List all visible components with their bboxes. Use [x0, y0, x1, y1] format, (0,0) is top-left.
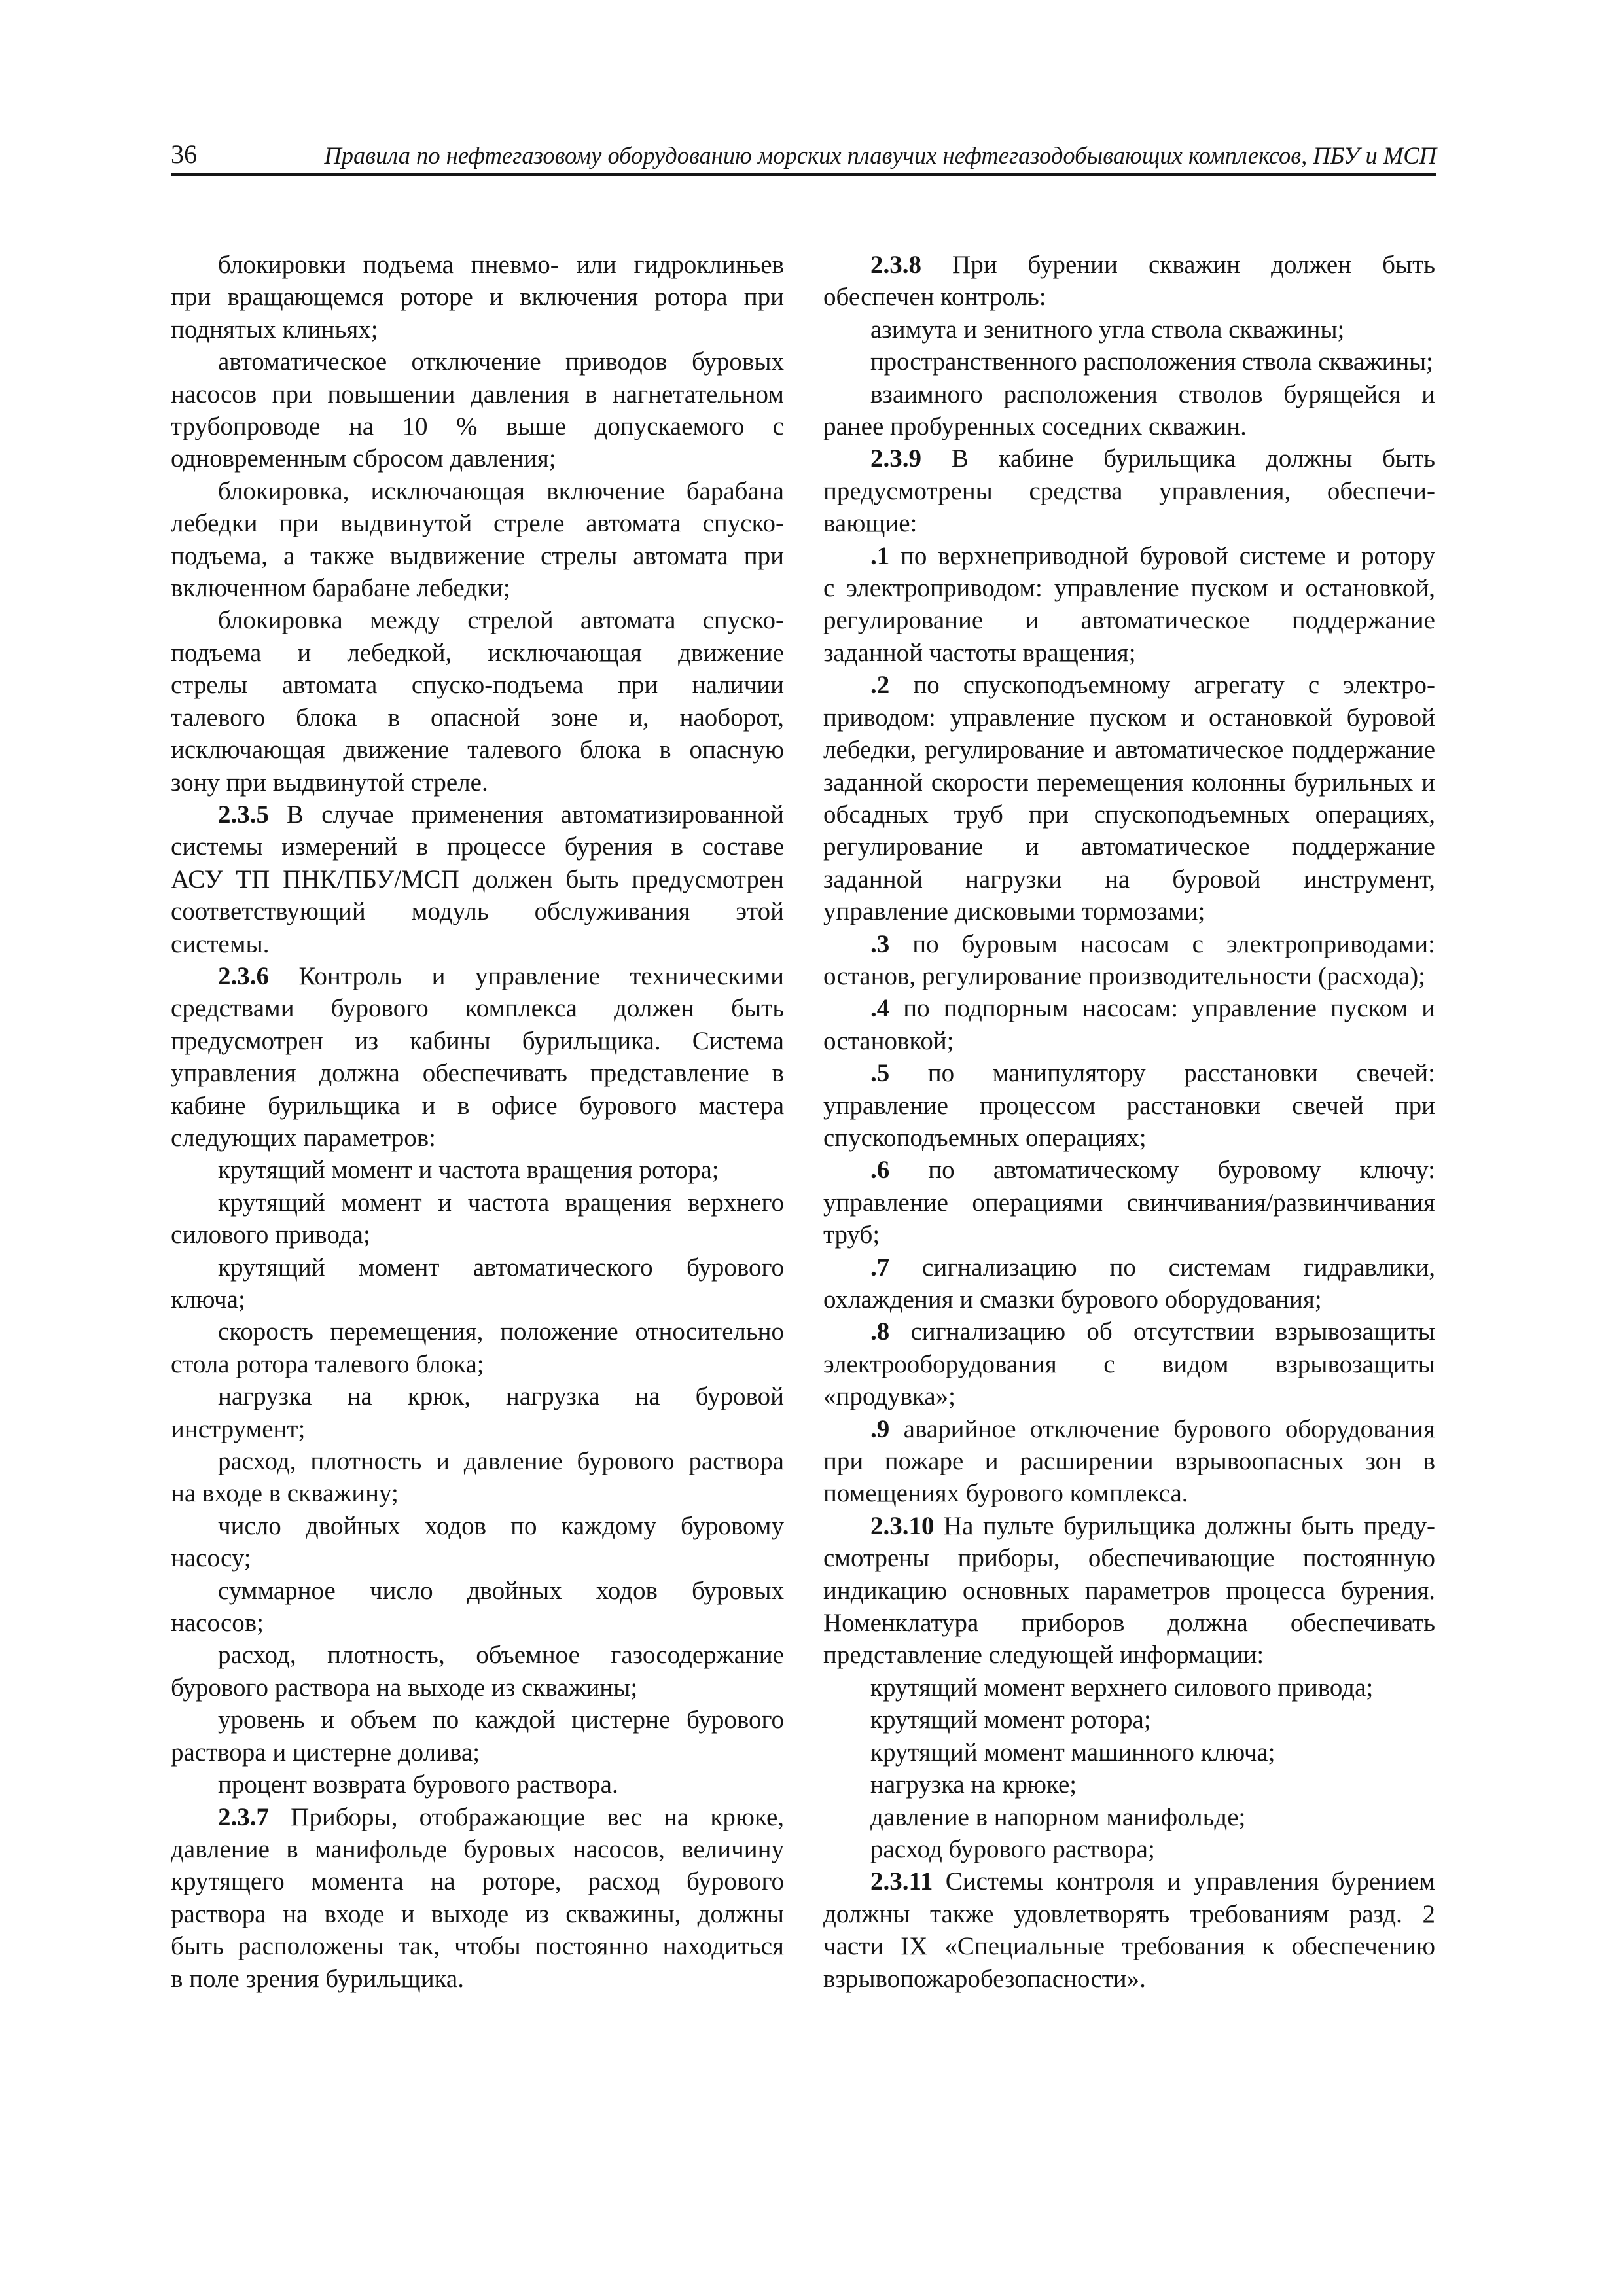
text-line [171, 992, 784, 1024]
text-line [823, 1025, 1435, 1057]
text-line [823, 507, 1435, 539]
line-text: «продувка»; [823, 1382, 956, 1411]
line-text: талевого блока в опасной зоне и, наоборот, [171, 703, 784, 732]
text-line [171, 637, 784, 669]
line-text: нагрузка на крюке; [870, 1770, 1077, 1799]
text-line [171, 442, 784, 475]
paragraph [823, 1801, 1435, 1833]
line-text: инструмент; [171, 1414, 306, 1443]
text-line [171, 1833, 784, 1865]
text-line [823, 1219, 1435, 1251]
text-line [823, 281, 1435, 313]
text-line [171, 1607, 784, 1639]
text-line [171, 1251, 784, 1283]
text-line [823, 1898, 1435, 1930]
line-text: подъема, а также выдвижение стрелы автомата при [171, 541, 784, 570]
line-text: управление дисковыми тормозами; [823, 897, 1205, 926]
text-line [171, 475, 784, 507]
numbered-paragraph [823, 249, 1435, 314]
text-line [171, 249, 784, 281]
line-text: В случае применения автоматизированной [287, 800, 784, 829]
line-text: представление следующей информации: [823, 1641, 1264, 1670]
line-text: При бурении скважин должен быть [952, 251, 1435, 279]
line-text: нагрузка на крюк, нагрузка на буровой [218, 1382, 784, 1411]
paragraph [171, 1187, 784, 1251]
clause-number: 2.3.6 [218, 961, 269, 990]
line-text: при пожаре и расширении взрывоопасных зон в [823, 1447, 1435, 1476]
text-line [823, 669, 1435, 701]
text-line [823, 831, 1435, 863]
text-line [171, 314, 784, 346]
line-text: крутящий момент ротора; [870, 1706, 1151, 1734]
line-text: Системы контроля и управления бурением [945, 1867, 1436, 1896]
text-line [823, 637, 1435, 669]
clause-number: .3 [870, 929, 890, 958]
line-text: с электроприводом: управление пуском и остановкой, [823, 574, 1435, 603]
numbered-paragraph [823, 1413, 1435, 1510]
paragraph [171, 1154, 784, 1186]
paragraph [823, 1833, 1435, 1865]
running-title: Правила по нефтегазовому оборудованию морских плавучих нефтегазодобывающих комплексов, ПБУ и МСП [324, 141, 1436, 169]
text-line [171, 960, 784, 992]
line-text: давление в напорном манифольде; [870, 1803, 1246, 1831]
line-text: по манипулятору расстановки свечей: [927, 1059, 1435, 1088]
line-text: блокировка между стрелой автомата спуско- [218, 606, 784, 635]
line-text: зону при выдвинутой стреле. [171, 768, 488, 797]
page-number: 36 [171, 139, 197, 169]
text-line [823, 1542, 1435, 1574]
line-text: одновременным сбросом давления; [171, 444, 556, 473]
paragraph [823, 1768, 1435, 1801]
numbered-paragraph [171, 960, 784, 1154]
line-text: кабине бурильщика и в офисе бурового мастера [171, 1091, 784, 1120]
line-text: соответствующий модуль обслуживания этой [171, 897, 784, 926]
clause-number: .1 [870, 541, 890, 570]
clause-number: 2.3.8 [870, 251, 921, 279]
line-text: Контроль и управление техническими [298, 961, 784, 990]
text-line [823, 1510, 1435, 1542]
line-text: крутящий момент и частота вращения ротора; [218, 1156, 719, 1185]
text-line [171, 1736, 784, 1768]
paragraph [171, 1639, 784, 1704]
numbered-paragraph [823, 1154, 1435, 1251]
line-text: стола ротора талевого блока; [171, 1350, 484, 1378]
clause-number: .6 [870, 1156, 890, 1185]
line-text: сигнализацию по системам гидравлики, [922, 1253, 1435, 1282]
text-line [823, 1768, 1435, 1801]
line-text: азимута и зенитного угла ствола скважины; [870, 315, 1345, 344]
text-line [171, 507, 784, 539]
text-line [171, 1316, 784, 1348]
text-line [171, 1348, 784, 1380]
line-text: В кабине бурильщика должны быть [951, 444, 1436, 473]
text-line [823, 798, 1435, 831]
text-line [823, 1154, 1435, 1186]
text-line [171, 1122, 784, 1154]
text-line [171, 1413, 784, 1445]
text-line [823, 572, 1435, 604]
text-line [171, 734, 784, 766]
line-text: блокировки подъема пневмо- или гидроклиньев [218, 251, 784, 279]
text-line [823, 1090, 1435, 1122]
text-line [823, 766, 1435, 798]
text-line [171, 1865, 784, 1897]
text-line [171, 1898, 784, 1930]
text-line [171, 1219, 784, 1251]
numbered-paragraph [823, 1251, 1435, 1316]
right-column [823, 249, 1435, 1995]
text-line [823, 314, 1435, 346]
text-line [171, 669, 784, 701]
line-text: лебедки при выдвинутой стреле автомата спуско- [171, 509, 784, 538]
text-line [823, 1477, 1435, 1509]
clause-number: 2.3.11 [870, 1867, 933, 1896]
text-line [171, 798, 784, 831]
line-text: заданной нагрузки на буровой инструмент, [823, 865, 1435, 893]
numbered-paragraph [823, 928, 1435, 993]
line-text: части IX «Специальные требования к обеспечению [823, 1932, 1435, 1961]
text-line [823, 1413, 1435, 1445]
clause-number: 2.3.10 [870, 1511, 935, 1540]
text-line [171, 1510, 784, 1542]
line-text: вающие: [823, 509, 918, 538]
text-line [171, 1090, 784, 1122]
line-text: в поле зрения бурильщика. [171, 1964, 464, 1993]
text-line [171, 863, 784, 895]
clause-number: .7 [870, 1253, 890, 1282]
line-text: должны также удовлетворять требованиям разд. 2 [823, 1899, 1435, 1928]
line-text: стрелы автомата спуско-подъема при наличии [171, 671, 784, 700]
line-text: пространственного расположения ствола скважины; [870, 348, 1433, 376]
paragraph [823, 1736, 1435, 1768]
clause-number: 2.3.9 [870, 444, 921, 473]
text-line [171, 1639, 784, 1671]
line-text: системы. [171, 929, 270, 958]
text-line [823, 1736, 1435, 1768]
line-text: регулирование и автоматическое поддержание [823, 606, 1435, 635]
text-line [171, 281, 784, 313]
text-line [171, 540, 784, 572]
line-text: регулирование и автоматическое поддержание [823, 833, 1435, 861]
text-line [823, 442, 1435, 475]
text-line [171, 1057, 784, 1089]
line-text: управление процессом расстановки свечей при [823, 1091, 1435, 1120]
line-text: крутящий момент автоматического бурового [218, 1253, 784, 1282]
line-text: бурового раствора на выходе из скважины; [171, 1673, 638, 1702]
line-text: при вращающемся роторе и включения ротора при [171, 283, 784, 312]
line-text: помещениях бурового комплекса. [823, 1479, 1188, 1508]
header-rule [171, 173, 1436, 176]
line-text: смотрены приборы, обеспечивающие постоянную [823, 1544, 1435, 1573]
line-text: сигнализацию об отсутствии взрывозащиты [910, 1318, 1436, 1346]
paragraph [171, 1704, 784, 1768]
line-text: следующих параметров: [171, 1123, 436, 1152]
line-text: предусмотрены средства управления, обеспечи- [823, 476, 1435, 505]
line-text: по верхнеприводной буровой системе и ротору [901, 541, 1436, 570]
text-line [171, 346, 784, 378]
text-line [823, 475, 1435, 507]
line-text: поднятых клиньях; [171, 315, 378, 344]
paragraph [171, 1380, 784, 1445]
line-text: быть расположены так, чтобы постоянно находиться [171, 1932, 784, 1961]
text-line [823, 960, 1435, 992]
line-text: аварийное отключение бурового оборудования [903, 1414, 1435, 1443]
clause-number: .2 [870, 671, 890, 700]
line-text: крутящий момент машинного ключа; [870, 1738, 1275, 1767]
text-line [171, 1575, 784, 1607]
text-line [823, 1801, 1435, 1833]
text-line [171, 1445, 784, 1477]
text-line [823, 1187, 1435, 1219]
text-line [171, 1154, 784, 1186]
line-text: системы измерений в процессе бурения в составе [171, 833, 784, 861]
text-line [823, 1283, 1435, 1316]
numbered-paragraph [171, 798, 784, 960]
line-text: крутящий момент верхнего силового привода; [870, 1673, 1374, 1702]
text-line [171, 1963, 784, 1995]
clause-number: 2.3.5 [218, 800, 269, 829]
numbered-paragraph [823, 1865, 1435, 1995]
numbered-paragraph [171, 1801, 784, 1995]
line-text: насосов при повышении давления в нагнетательном [171, 380, 784, 408]
line-text: На пульте бурильщика должны быть преду- [943, 1511, 1435, 1540]
line-text: исключающая движение талевого блока в опасную [171, 736, 784, 764]
line-text: включенном барабане лебедки; [171, 574, 510, 603]
text-line [823, 1445, 1435, 1477]
text-line [171, 1672, 784, 1704]
line-text: насосу; [171, 1544, 251, 1573]
paragraph [171, 1251, 784, 1316]
text-line [171, 604, 784, 636]
text-line [823, 1607, 1435, 1639]
paragraph [171, 346, 784, 475]
text-line [823, 863, 1435, 895]
text-line [171, 1187, 784, 1219]
text-line [823, 928, 1435, 960]
line-text: скорость перемещения, положение относительно [218, 1318, 784, 1346]
line-text: лебедки, регулирование и автоматическое поддержание [823, 736, 1435, 764]
line-text: крутящего момента на роторе, расход бурового [171, 1867, 784, 1896]
text-line [171, 1025, 784, 1057]
line-text: по автоматическому буровому ключу: [928, 1156, 1436, 1185]
text-line [823, 1833, 1435, 1865]
text-line [823, 604, 1435, 636]
line-text: взаимного расположения стволов бурящейся и [870, 380, 1435, 408]
text-line [823, 1316, 1435, 1348]
text-line [823, 702, 1435, 734]
text-line [823, 1672, 1435, 1704]
text-line [171, 895, 784, 927]
text-line [823, 346, 1435, 378]
text-line [171, 572, 784, 604]
text-line [171, 831, 784, 863]
line-text: предусмотрен из кабины бурильщика. Система [171, 1026, 784, 1055]
line-text: ключа; [171, 1285, 245, 1314]
clause-number: .5 [870, 1059, 890, 1088]
running-header [171, 135, 1436, 170]
text-line [171, 1930, 784, 1962]
line-text: давление в манифольде буровых насосов, величину [171, 1835, 784, 1863]
line-text: ранее пробуренных соседних скважин. [823, 412, 1247, 441]
left-column [171, 249, 784, 1995]
text-line [823, 1380, 1435, 1412]
line-text: управление операциями свинчивания/развинчивания [823, 1188, 1435, 1217]
line-text: охлаждения и смазки бурового оборудования; [823, 1285, 1322, 1314]
line-text: управления должна обеспечивать представление в [171, 1059, 784, 1088]
line-text: расход бурового раствора; [870, 1835, 1155, 1863]
line-text: автоматическое отключение приводов буровых [218, 348, 784, 376]
text-line [823, 1575, 1435, 1607]
text-line [823, 1963, 1435, 1995]
text-line [823, 410, 1435, 442]
line-text: суммарное число двойных ходов буровых [218, 1576, 784, 1605]
numbered-paragraph [823, 1316, 1435, 1412]
line-text: Номенклатура приборов должна обеспечивать [823, 1609, 1435, 1638]
line-text: АСУ ТП ПНК/ПБУ/МСП должен быть предусмотрен [171, 865, 784, 893]
text-line [823, 1865, 1435, 1897]
numbered-paragraph [823, 540, 1435, 670]
line-text: взрывопожаробезопасности». [823, 1964, 1146, 1993]
line-text: заданной скорости перемещения колонны бурильных и [823, 768, 1435, 797]
line-text: подъема и лебедкой, исключающая движение [171, 638, 784, 667]
paragraph [823, 1704, 1435, 1736]
line-text: электрооборудования с видом взрывозащиты [823, 1350, 1435, 1378]
line-text: крутящий момент и частота вращения верхнего [218, 1188, 784, 1217]
text-line [823, 734, 1435, 766]
line-text: по спускоподъемному агрегату с электро- [913, 671, 1435, 700]
numbered-paragraph [823, 669, 1435, 927]
paragraph [171, 249, 784, 346]
text-line [823, 1348, 1435, 1380]
line-text: обеспечен контроль: [823, 283, 1046, 312]
line-text: останов, регулирование производительности (расхода); [823, 961, 1426, 990]
text-line [823, 895, 1435, 927]
line-text: на входе в скважину; [171, 1479, 399, 1508]
line-text: уровень и объем по каждой цистерне бурового [218, 1706, 784, 1734]
text-line [823, 1639, 1435, 1671]
line-text: остановкой; [823, 1026, 954, 1055]
line-text: раствора на входе и выходе из скважины, должны [171, 1899, 784, 1928]
paragraph [171, 1575, 784, 1640]
text-line [823, 378, 1435, 410]
line-text: обсадных труб при спускоподъемных операциях, [823, 800, 1435, 829]
paragraph [171, 1316, 784, 1380]
line-text: Приборы, отображающие вес на крюке, [291, 1803, 785, 1831]
text-line [823, 1930, 1435, 1962]
line-text: расход, плотность, объемное газосодержание [218, 1641, 784, 1670]
paragraph [171, 1768, 784, 1801]
line-text: индикацию основных параметров процесса бурения. [823, 1576, 1435, 1605]
line-text: раствора и цистерне долива; [171, 1738, 480, 1767]
line-text: труб; [823, 1221, 880, 1249]
line-text: по буровым насосам с электроприводами: [912, 929, 1436, 958]
text-line [171, 1477, 784, 1509]
text-line [171, 378, 784, 410]
line-text: силового привода; [171, 1221, 370, 1249]
text-line [171, 928, 784, 960]
numbered-paragraph [823, 1057, 1435, 1154]
line-text: приводом: управление пуском и остановкой буровой [823, 703, 1435, 732]
clause-number: .9 [870, 1414, 890, 1443]
text-line [823, 992, 1435, 1024]
clause-number: .4 [870, 994, 890, 1023]
paragraph [823, 378, 1435, 443]
paragraph [823, 1672, 1435, 1704]
numbered-paragraph [823, 992, 1435, 1057]
paragraph [171, 1510, 784, 1575]
numbered-paragraph [823, 442, 1435, 539]
text-line [823, 1704, 1435, 1736]
text-line [823, 540, 1435, 572]
text-line [171, 1283, 784, 1316]
line-text: спускоподъемных операциях; [823, 1123, 1147, 1152]
paragraph [823, 346, 1435, 378]
text-line [171, 1542, 784, 1574]
text-line [823, 1122, 1435, 1154]
text-line [171, 410, 784, 442]
text-line [823, 249, 1435, 281]
line-text: насосов; [171, 1609, 264, 1638]
clause-number: .8 [870, 1318, 890, 1346]
line-text: по подпорным насосам: управление пуском и [903, 994, 1436, 1023]
paragraph [823, 314, 1435, 346]
paragraph [171, 604, 784, 798]
text-line [823, 1057, 1435, 1089]
paragraph [171, 1445, 784, 1510]
text-line [823, 1251, 1435, 1283]
line-text: блокировка, исключающая включение барабана [218, 476, 784, 505]
text-line [171, 1801, 784, 1833]
text-line [171, 702, 784, 734]
text-line [171, 1768, 784, 1801]
line-text: трубопроводе на 10 % выше допускаемого с [171, 412, 784, 441]
text-line [171, 1380, 784, 1412]
text-line [171, 1704, 784, 1736]
line-text: расход, плотность и давление бурового раствора [218, 1447, 784, 1476]
line-text: число двойных ходов по каждому буровому [218, 1511, 784, 1540]
text-line [171, 766, 784, 798]
paragraph [171, 475, 784, 605]
line-text: средствами бурового комплекса должен быть [171, 994, 784, 1023]
clause-number: 2.3.7 [218, 1803, 269, 1831]
line-text: заданной частоты вращения; [823, 638, 1136, 667]
line-text: процент возврата бурового раствора. [218, 1770, 618, 1799]
numbered-paragraph [823, 1510, 1435, 1672]
